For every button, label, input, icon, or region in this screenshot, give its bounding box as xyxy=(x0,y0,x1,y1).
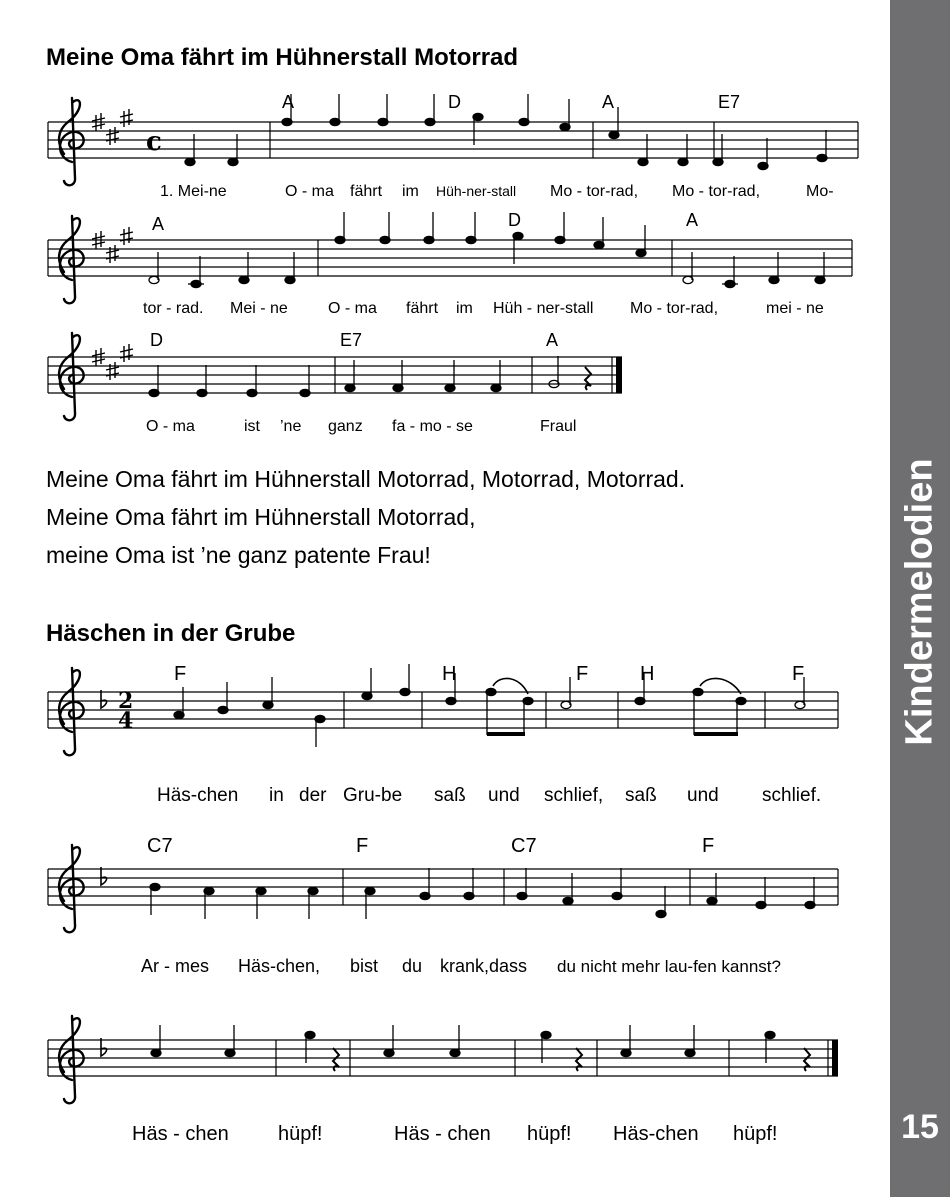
time-signature-icon: 4 xyxy=(118,708,134,734)
lyric: ganz xyxy=(328,418,363,435)
lyric: Mo- xyxy=(806,183,834,200)
chord-symbol: C7 xyxy=(147,835,173,857)
song-title-haeschen: Häschen in der Grube xyxy=(46,620,296,647)
chord-symbol: A xyxy=(282,92,295,112)
chord-symbol: E7 xyxy=(340,330,363,350)
lyric: O - ma xyxy=(146,418,195,435)
chord-symbol: A xyxy=(546,330,559,350)
staff-4 xyxy=(48,663,838,806)
chord-symbol: A xyxy=(152,214,165,234)
lyric: du nicht mehr lau-fen kannst? xyxy=(557,957,781,976)
lyric: Häs - chen xyxy=(394,1123,491,1145)
sharp-icon xyxy=(120,344,133,362)
rest-icon xyxy=(585,367,591,390)
chord-symbol: F xyxy=(356,835,369,857)
lyric: Mo - tor-rad, xyxy=(630,300,719,317)
lyric: Häs-chen xyxy=(613,1123,699,1145)
sharp-icon xyxy=(106,127,119,145)
chord-symbol: H xyxy=(442,663,457,685)
treble-clef-icon xyxy=(59,98,84,185)
lyric: 1. Mei-ne xyxy=(160,183,227,200)
lyric: saß xyxy=(434,785,466,806)
flat-icon xyxy=(101,690,107,708)
treble-clef-icon xyxy=(59,333,84,420)
lyric: Hüh-ner-stall xyxy=(436,183,517,199)
lyric: Häs - chen xyxy=(132,1123,229,1145)
chord-symbol: A xyxy=(686,210,699,230)
chord-symbol: A xyxy=(602,92,615,112)
verse-line: meine Oma ist ’ne ganz patente Frau! xyxy=(46,542,431,568)
beam xyxy=(694,732,738,736)
lyric: in xyxy=(269,785,284,806)
song-title-oma: Meine Oma fährt im Hühnerstall Motorrad xyxy=(46,44,519,71)
lyric: bist xyxy=(350,956,379,976)
lyric: mei - ne xyxy=(766,300,824,317)
lyric: Hüh - ner-stall xyxy=(493,300,594,317)
chord-symbol: F xyxy=(792,663,805,685)
lyric: Häs-chen, xyxy=(238,956,321,976)
lyric: hüpf! xyxy=(527,1123,572,1145)
chord-symbol: E7 xyxy=(718,92,741,112)
verse-line: Meine Oma fährt im Hühnerstall Motorrad, xyxy=(46,504,476,530)
final-barline xyxy=(616,357,622,393)
lyric: hüpf! xyxy=(278,1123,323,1145)
chord-symbol: F xyxy=(702,835,715,857)
page-number: 15 xyxy=(901,1108,939,1146)
lyric: und xyxy=(687,785,719,806)
staff-1 xyxy=(48,92,858,200)
lyric: O - ma xyxy=(328,300,377,317)
lyric: Häs-chen xyxy=(157,785,239,806)
lyric: krank,dass xyxy=(440,956,528,976)
sharp-icon xyxy=(106,245,119,263)
lyric: schlief, xyxy=(544,785,604,806)
flat-icon xyxy=(101,867,107,885)
lyric: schlief. xyxy=(762,785,822,806)
chord-symbol: F xyxy=(174,663,187,685)
sharp-icon xyxy=(106,362,119,380)
chord-symbol: F xyxy=(576,663,589,685)
common-time-icon: c xyxy=(146,127,162,157)
staff-5 xyxy=(48,835,838,976)
staff-2 xyxy=(48,210,852,317)
flat-icon xyxy=(101,1038,107,1056)
lyric: im xyxy=(402,183,419,200)
lyric: Mo - tor-rad, xyxy=(672,183,761,200)
lyric: du xyxy=(402,956,423,976)
lyric: tor - rad. xyxy=(143,300,204,317)
treble-clef-icon xyxy=(59,216,84,303)
lyric: fährt xyxy=(350,183,383,200)
verse-text xyxy=(46,460,685,574)
sharp-icon xyxy=(120,109,133,127)
beam xyxy=(487,732,525,736)
lyric: und xyxy=(488,785,520,806)
lyric: fa - mo - se xyxy=(392,418,473,435)
lyric: Fraul xyxy=(540,418,577,435)
lyric: fährt xyxy=(406,300,439,317)
lyric: Gru-be xyxy=(343,785,403,806)
treble-clef-icon xyxy=(59,668,84,755)
lyric: Mo - tor-rad, xyxy=(550,183,639,200)
lyric: der xyxy=(299,785,327,806)
lyric: ist xyxy=(244,418,260,435)
lyric: hüpf! xyxy=(733,1123,778,1145)
verse-line: Meine Oma fährt im Hühnerstall Motorrad, Motorrad, Motorrad. xyxy=(46,466,686,492)
treble-clef-icon xyxy=(59,1016,84,1103)
time-signature-icon: 2 xyxy=(118,688,134,714)
lyric: Ar - mes xyxy=(141,956,210,976)
chord-symbol: D xyxy=(448,92,461,112)
chord-symbol: D xyxy=(508,210,521,230)
lyric: Mei - ne xyxy=(230,300,288,317)
lyric: im xyxy=(456,300,473,317)
lyric: saß xyxy=(625,785,657,806)
chord-symbol: C7 xyxy=(511,835,537,857)
treble-clef-icon xyxy=(59,845,84,932)
lyric: ’ne xyxy=(280,418,302,435)
chord-symbol: H xyxy=(640,663,655,685)
sharp-icon xyxy=(120,227,133,245)
chord-symbol: D xyxy=(150,330,163,350)
lyric: O - ma xyxy=(285,183,334,200)
section-label: Kindermelodien xyxy=(898,458,941,746)
staff-3 xyxy=(48,330,622,435)
staff-6 xyxy=(48,1016,838,1145)
final-barline xyxy=(832,1040,838,1076)
